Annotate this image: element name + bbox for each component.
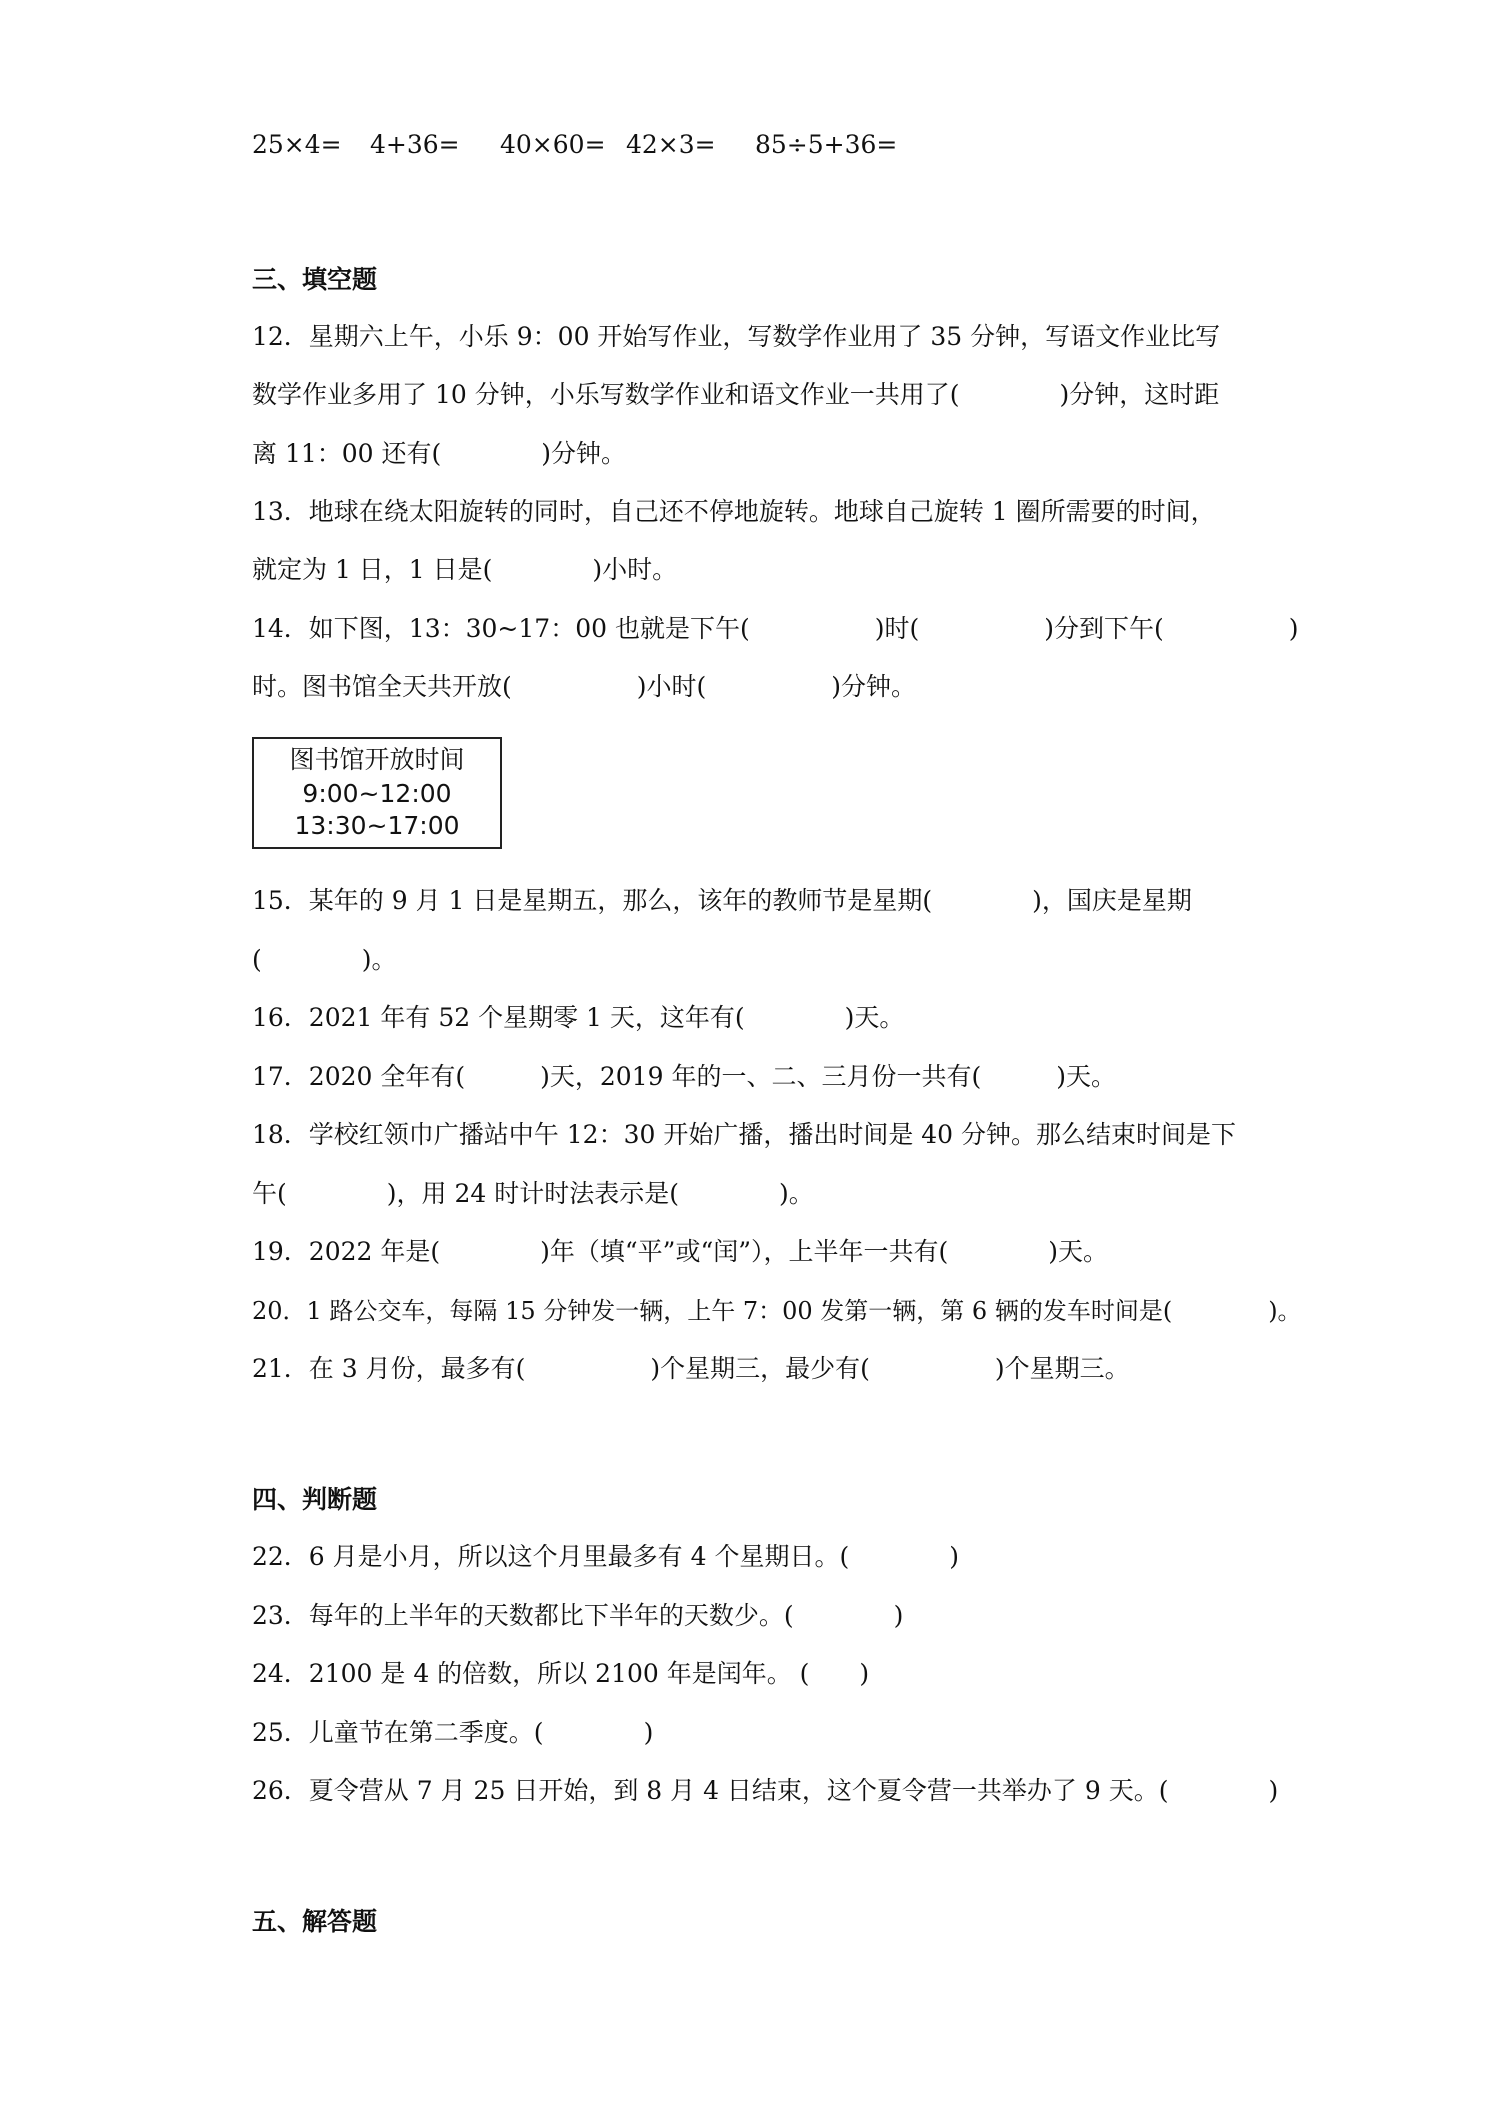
q18-line-2: 午( )，用 24 时计时法表示是( )。 [252,1179,814,1208]
q14-line-2: 时。图书馆全天共开放( )小时( )分钟。 [252,672,917,701]
q15-line-2: ( )。 [252,945,397,974]
q20-line: 20．1 路公交车，每隔 15 分钟发一辆，上午 7：00 发第一辆，第 6 辆的发车时间是( )。 [252,1297,1302,1325]
calc-item-2: 4+36= [370,130,460,159]
q12-line-2: 数学作业多用了 10 分钟，小乐写数学作业和语文作业一共用了( )分钟，这时距 [252,380,1220,409]
q22-line: 22．6 月是小月，所以这个月里最多有 4 个星期日。( ) [252,1542,959,1571]
q19-line: 19．2022 年是( )年（填“平”或“闰”），上半年一共有( )天。 [252,1237,1109,1266]
q13-line-1: 13．地球在绕太阳旋转的同时，自己还不停地旋转。地球自己旋转 1 圈所需要的时间， [252,497,1216,526]
library-hours-morning: 9:00~12:00 [302,779,452,808]
library-hours-afternoon: 13:30~17:00 [294,811,460,840]
q13-line-2: 就定为 1 日，1 日是( )小时。 [252,555,678,584]
section-5-title: 五、解答题 [252,1907,378,1936]
q17-line: 17．2020 全年有( )天，2019 年的一、二、三月份一共有( )天。 [252,1062,1116,1091]
library-hours-title: 图书馆开放时间 [289,745,465,774]
q12-line-3: 离 11：00 还有( )分钟。 [252,439,627,468]
calc-item-3: 40×60= [500,130,606,159]
q18-line-1: 18．学校红领巾广播站中午 12：30 开始广播，播出时间是 40 分钟。那么结束时间是下 [252,1120,1237,1149]
q21-line: 21．在 3 月份，最多有( )个星期三，最少有( )个星期三。 [252,1354,1130,1383]
q16-line: 16．2021 年有 52 个星期零 1 天，这年有( )天。 [252,1003,905,1032]
q25-line: 25．儿童节在第二季度。( ) [252,1718,654,1747]
q23-line: 23．每年的上半年的天数都比下半年的天数少。( ) [252,1601,904,1630]
calc-item-5: 85÷5+36= [755,130,898,159]
q14-line-1: 14．如下图，13：30~17：00 也就是下午( )时( )分到下午( ) [252,614,1299,643]
calc-item-4: 42×3= [626,130,716,159]
q26-line: 26．夏令营从 7 月 25 日开始，到 8 月 4 日结束，这个夏令营一共举办了 9 天。( ) [252,1776,1279,1805]
library-hours-box [252,737,502,849]
q15-line-1: 15．某年的 9 月 1 日是星期五，那么，该年的教师节是星期( )，国庆是星期 [252,886,1192,915]
calc-item-1: 25×4= [252,130,342,159]
section-3-title: 三、填空题 [252,265,378,294]
section-4-title: 四、判断题 [252,1485,378,1514]
q12-line-1: 12．星期六上午，小乐 9：00 开始写作业，写数学作业用了 35 分钟，写语文作业比写 [252,322,1221,351]
q24-line: 24．2100 是 4 的倍数，所以 2100 年是闰年。 ( ) [252,1659,870,1688]
